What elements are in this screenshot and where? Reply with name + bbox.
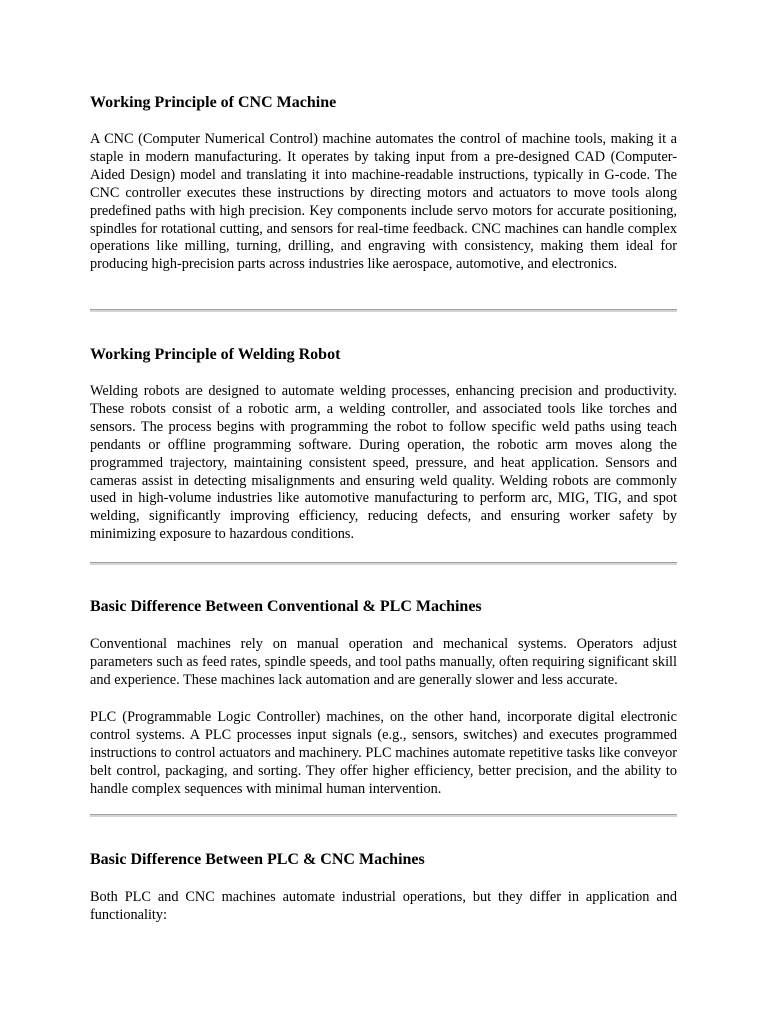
paragraph-cnc-principle: A CNC (Computer Numerical Control) machine automates the control of machine tools, making it a staple in modern manufacturing. It operates by taking input from a pre-designed CAD (Computer-Aided Design) model and translating it into machine-readable instructions, typically in G-code. The CNC controller executes these instructions by directing motors and actuators to move tools along predefined paths with high precision. Key components include servo motors for accurate positioning, spindles for rotational cutting, and sensors for real-time feedback. CNC machines can handle complex operations like milling, turning, drilling, and engraving with consistency, making them ideal for producing high-precision parts across industries like aerospace, automotive, and electronics.: [90, 131, 677, 273]
paragraph-conventional-machines: Conventional machines rely on manual operation and mechanical systems. Operators adjust parameters such as feed rates, spindle speeds, and tool paths manually, often requiring significant skill and experience. These machines lack automation and are generally slower and less accurate.: [90, 636, 677, 688]
paragraph-plc-vs-cnc-intro: Both PLC and CNC machines automate industrial operations, but they differ in application and functionality:: [90, 889, 677, 923]
section-divider: [90, 309, 677, 312]
section-heading-plc-vs-cnc: Basic Difference Between PLC & CNC Machines: [90, 851, 425, 868]
section-heading-welding-robot: Working Principle of Welding Robot: [90, 346, 341, 363]
section-divider: [90, 814, 677, 817]
section-heading-cnc-principle: Working Principle of CNC Machine: [90, 94, 337, 111]
paragraph-welding-robot: Welding robots are designed to automate welding processes, enhancing precision and productivity. These robots consist of a robotic arm, a welding controller, and associated tools like torches and sensors. The process begins with programming the robot to follow specific weld paths using teach pendants or offline programming software. During operation, the robotic arm moves along the programmed trajectory, maintaining consistent speed, pressure, and heat application. Sensors and cameras assist in detecting misalignments and ensuring weld quality. Welding robots are commonly used in high-volume industries like automotive manufacturing to perform arc, MIG, TIG, and spot welding, significantly improving efficiency, reducing defects, and ensuring worker safety by minimizing exposure to hazardous conditions.: [90, 383, 677, 543]
section-heading-conventional-vs-plc: Basic Difference Between Conventional & PLC Machines: [90, 598, 482, 615]
paragraph-plc-machines: PLC (Programmable Logic Controller) machines, on the other hand, incorporate digital electronic control systems. A PLC processes input signals (e.g., sensors, switches) and executes programmed instructions to control actuators and machinery. PLC machines automate repetitive tasks like conveyor belt control, packaging, and sorting. They offer higher efficiency, better precision, and the ability to handle complex sequences with minimal human intervention.: [90, 709, 677, 797]
section-divider: [90, 562, 677, 565]
